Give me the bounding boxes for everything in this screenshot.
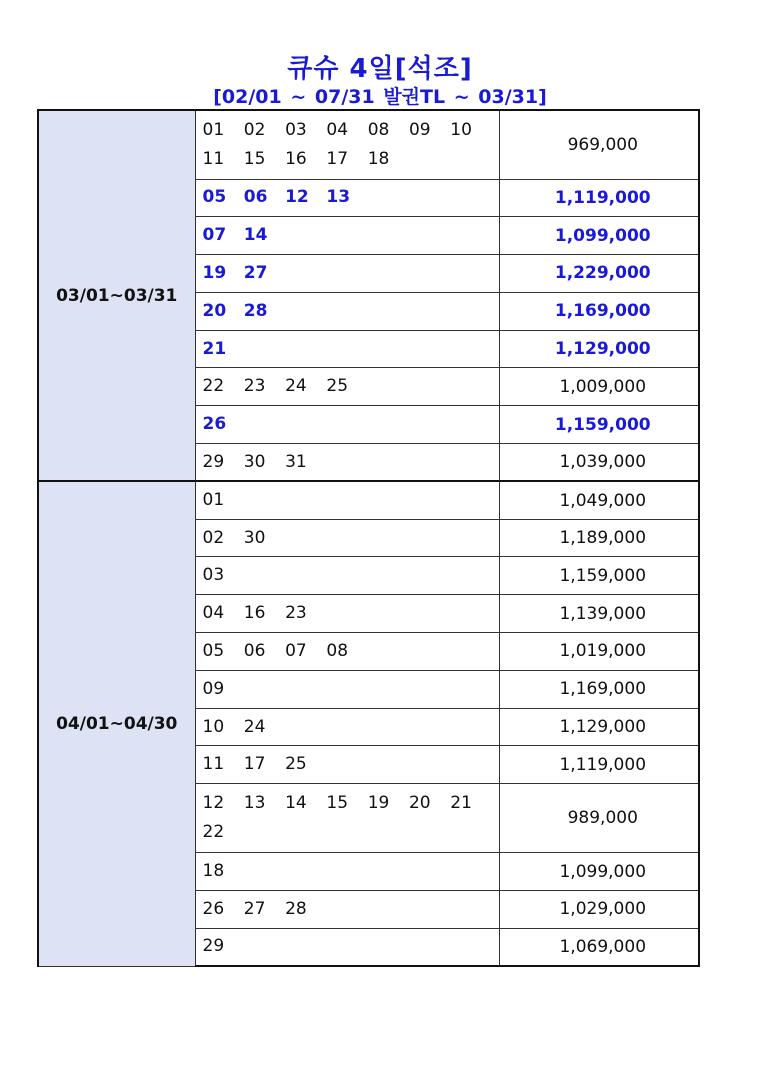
- table-row: [38, 110, 699, 179]
- departure-date: 26: [202, 414, 227, 435]
- departure-date: 05: [202, 187, 227, 208]
- departure-dates: [195, 633, 499, 671]
- fare-table: [37, 109, 700, 967]
- departure-date: 02: [202, 527, 225, 548]
- departure-date: 11: [202, 148, 225, 169]
- departure-dates: [195, 784, 499, 853]
- departure-date: 15: [243, 148, 266, 169]
- departure-date: 29: [202, 936, 225, 957]
- departure-date: 11: [202, 754, 225, 775]
- departure-date: 15: [326, 793, 349, 814]
- fare-price: 969,000: [499, 110, 699, 179]
- departure-date: 03: [285, 119, 307, 140]
- departure-date: 14: [285, 793, 307, 814]
- departure-date: 30: [243, 451, 266, 472]
- period-label: 04/01~04/30: [38, 481, 195, 966]
- departure-dates: [195, 292, 499, 330]
- departure-date: 30: [243, 527, 266, 548]
- fare-price: 1,229,000: [499, 255, 699, 293]
- departure-dates: [195, 853, 499, 891]
- departure-date: 06: [243, 187, 268, 208]
- fare-price: 1,159,000: [499, 406, 699, 444]
- departure-dates: [195, 330, 499, 368]
- departure-date: 20: [408, 793, 431, 814]
- departure-date: 19: [202, 262, 227, 283]
- departure-date: 04: [202, 603, 225, 624]
- departure-dates: [195, 406, 499, 444]
- departure-date: 18: [367, 148, 390, 169]
- departure-date: 31: [285, 451, 307, 472]
- departure-date: 12: [202, 793, 225, 814]
- fare-price: 1,189,000: [499, 519, 699, 557]
- departure-date: 16: [243, 603, 266, 624]
- departure-date: 01: [202, 119, 225, 140]
- departure-date: 19: [367, 793, 390, 814]
- departure-date: 22: [202, 376, 225, 397]
- departure-dates: [195, 595, 499, 633]
- departure-date: 13: [326, 187, 351, 208]
- fare-price: 1,049,000: [499, 481, 699, 519]
- departure-date: 25: [285, 754, 307, 775]
- departure-date: 18: [202, 861, 225, 882]
- departure-date: 23: [243, 376, 266, 397]
- departure-dates: [195, 891, 499, 929]
- departure-date: 17: [243, 754, 266, 775]
- fare-price: 1,169,000: [499, 670, 699, 708]
- fare-price: 1,119,000: [499, 746, 699, 784]
- departure-dates: [195, 110, 499, 179]
- fare-price: 1,129,000: [499, 708, 699, 746]
- fare-price: 1,069,000: [499, 928, 699, 966]
- fare-price: 1,039,000: [499, 444, 699, 482]
- departure-date: 27: [243, 898, 266, 919]
- period-group: [38, 481, 699, 966]
- departure-date: 24: [285, 376, 307, 397]
- fare-price: 1,129,000: [499, 330, 699, 368]
- departure-date: 02: [243, 119, 266, 140]
- departure-date: 08: [367, 119, 390, 140]
- departure-date: 06: [243, 640, 266, 661]
- departure-date: 10: [202, 716, 225, 737]
- departure-date: 21: [450, 793, 472, 814]
- departure-date: 22: [202, 822, 225, 843]
- page-title: 큐슈 4일[석조]: [287, 54, 473, 84]
- departure-date: 10: [450, 119, 472, 140]
- departure-date: 14: [243, 225, 268, 246]
- departure-date: 28: [285, 898, 307, 919]
- departure-dates: [195, 368, 499, 406]
- departure-date: 05: [202, 640, 225, 661]
- departure-dates: [195, 481, 499, 519]
- departure-dates: [195, 444, 499, 482]
- departure-dates: [195, 670, 499, 708]
- departure-date: 01: [202, 490, 225, 511]
- departure-date: 28: [243, 300, 268, 321]
- departure-date: 09: [202, 678, 225, 699]
- period-label: 03/01~03/31: [38, 110, 195, 481]
- departure-date: 29: [202, 451, 225, 472]
- departure-dates: [195, 708, 499, 746]
- departure-date: 08: [326, 640, 349, 661]
- fare-price: 1,139,000: [499, 595, 699, 633]
- departure-dates: [195, 179, 499, 217]
- departure-date: 26: [202, 898, 225, 919]
- departure-dates: [195, 928, 499, 966]
- departure-date: 24: [243, 716, 266, 737]
- departure-date: 03: [202, 565, 225, 586]
- fare-price: 1,009,000: [499, 368, 699, 406]
- departure-dates: [195, 746, 499, 784]
- departure-date: 21: [202, 338, 227, 359]
- departure-date: 07: [202, 225, 227, 246]
- departure-date: 17: [326, 148, 349, 169]
- fare-price: 1,169,000: [499, 292, 699, 330]
- departure-dates: [195, 519, 499, 557]
- page-subtitle: [02/01 ~ 07/31 발권TL ~ 03/31]: [213, 86, 547, 108]
- departure-dates: [195, 557, 499, 595]
- fare-price: 1,159,000: [499, 557, 699, 595]
- departure-dates: [195, 217, 499, 255]
- fare-price: 1,099,000: [499, 853, 699, 891]
- departure-date: 23: [285, 603, 307, 624]
- departure-date: 13: [243, 793, 266, 814]
- fare-price: 1,099,000: [499, 217, 699, 255]
- fare-price: 1,019,000: [499, 633, 699, 671]
- departure-date: 16: [285, 148, 307, 169]
- fare-price: 1,029,000: [499, 891, 699, 929]
- fare-price: 1,119,000: [499, 179, 699, 217]
- table-row: [38, 481, 699, 519]
- departure-date: 09: [408, 119, 431, 140]
- period-group: [38, 110, 699, 481]
- departure-date: 04: [326, 119, 349, 140]
- departure-date: 20: [202, 300, 227, 321]
- departure-date: 12: [285, 187, 309, 208]
- departure-date: 25: [326, 376, 349, 397]
- fare-price: 989,000: [499, 784, 699, 853]
- departure-date: 27: [243, 262, 268, 283]
- departure-date: 07: [285, 640, 307, 661]
- departure-dates: [195, 255, 499, 293]
